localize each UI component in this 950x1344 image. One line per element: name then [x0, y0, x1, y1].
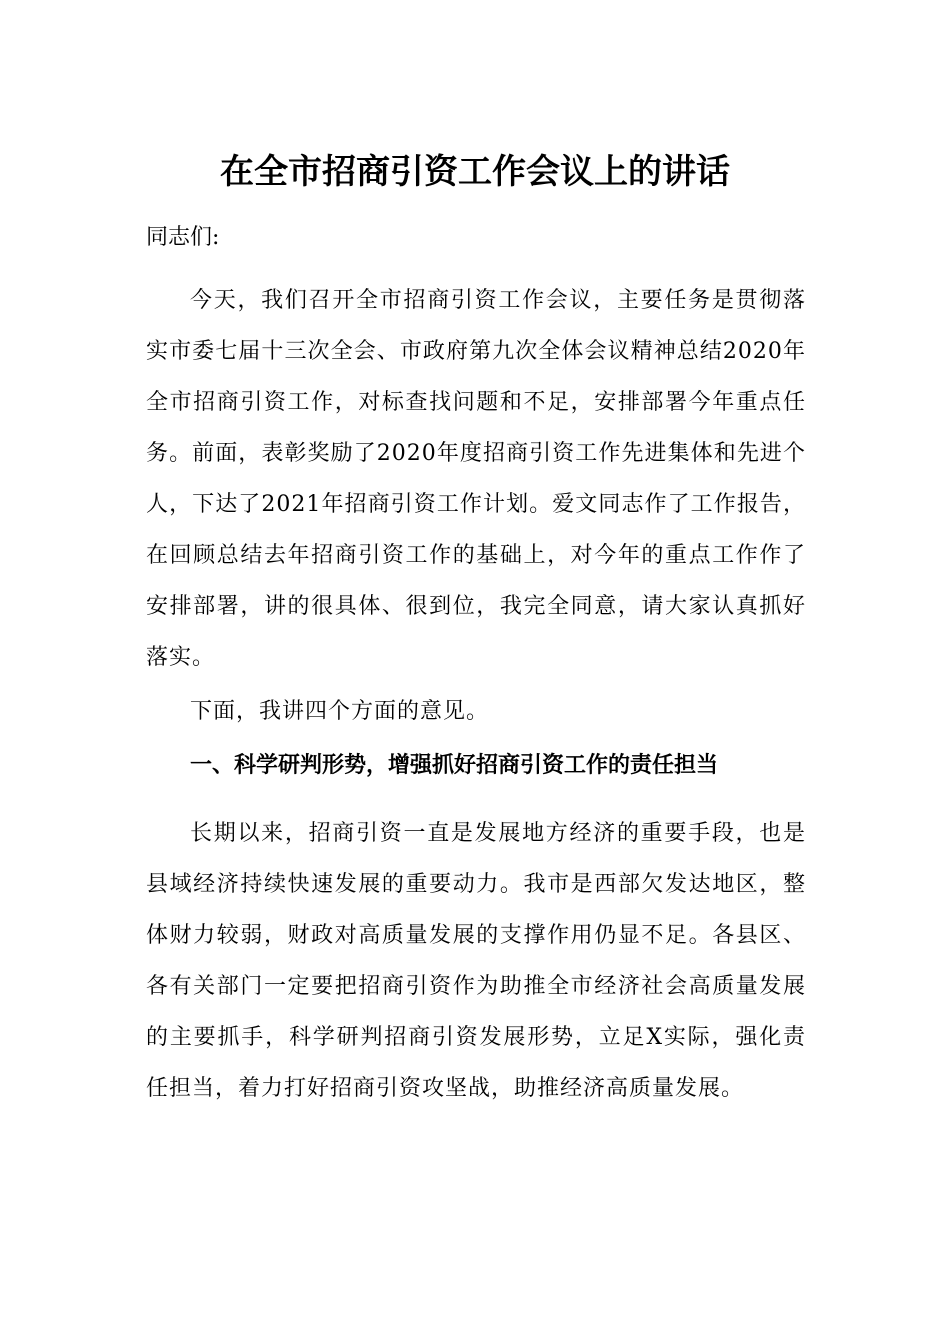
salutation: 同志们: [146, 225, 220, 250]
paragraph-opening: 今天，我们召开全市招商引资工作会议，主要任务是贯彻落实市委七届十三次全会、市政府第九次全体会议精神总结2020年全市招商引资工作，对标查找问题和不足，安排部署今年重点任务。前面，表彰奖励了2020年度招商引资工作先进集体和先进个人，下达了2021年招商引资工作计划。爱文同志作了工作报告，在回顾总结去年招商引资工作的基础上，对今年的重点工作作了安排部署，讲的很具体、很到位，我完全同意，请大家认真抓好落实。 [146, 288, 806, 670]
document-title: 在全市招商引资工作会议上的讲话 [220, 152, 730, 192]
section-heading: 一、科学研判形势，增强抓好招商引资工作的责任担当 [190, 753, 719, 778]
section-paragraph: 长期以来，招商引资一直是发展地方经济的重要手段，也是县域经济持续快速发展的重要动力。我市是西部欠发达地区，整体财力较弱，财政对高质量发展的支撑作用仍显不足。各县区、各有关部门一定要把招商引资作为助推全市经济社会高质量发展的主要抓手，科学研判招商引资发展形势，立足X实际，强化责任担当，着力打好招商引资攻坚战，助推经济高质量发展。 [146, 821, 806, 1101]
paragraph-outline: 下面，我讲四个方面的意见。 [190, 699, 490, 724]
